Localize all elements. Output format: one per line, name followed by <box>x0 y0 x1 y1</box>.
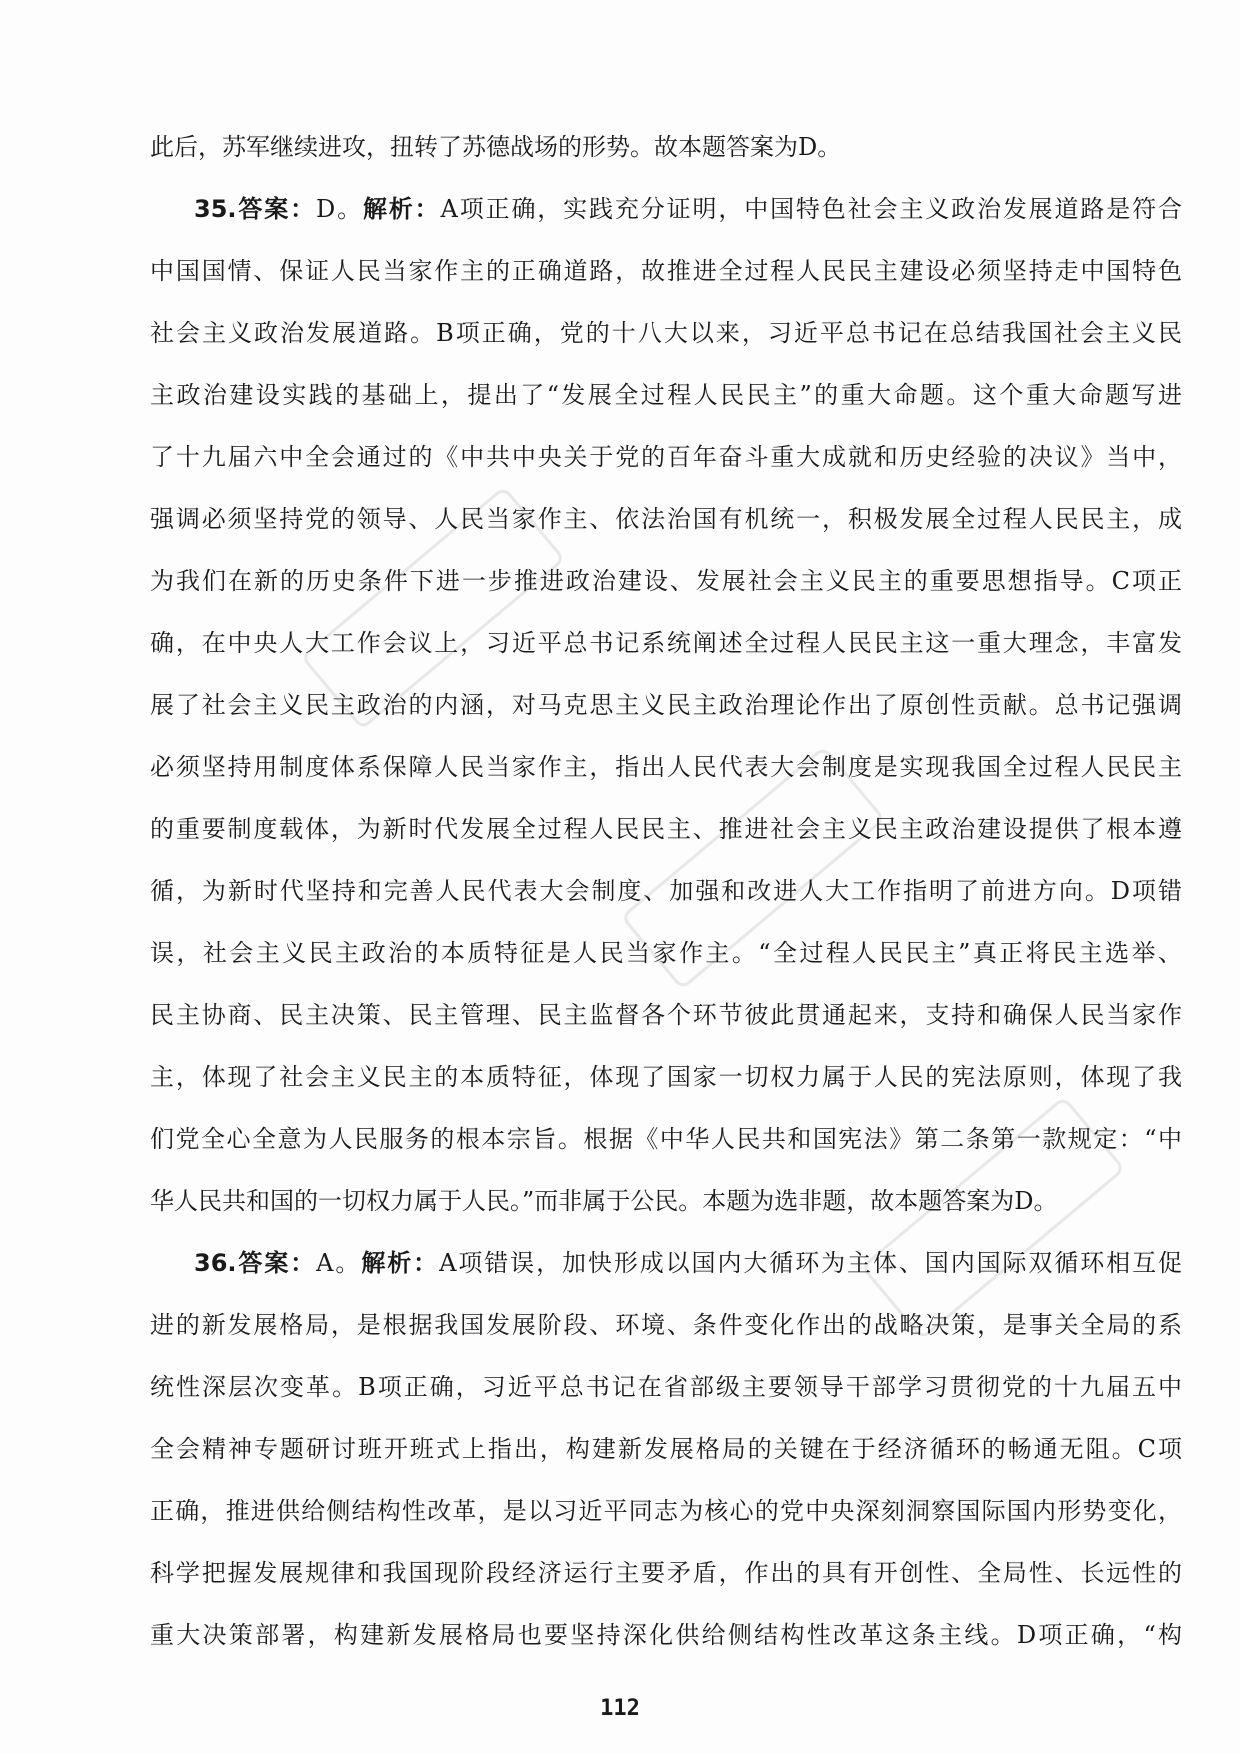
text-line: 的重要制度载体，为新时代发展全过程人民民主、推进社会主义民主政治建设提供了根本遵 <box>150 815 1182 843</box>
text-line: 强调必须坚持党的领导、人民当家作主、依法治国有机统一，积极发展全过程人民民主，成 <box>150 505 1182 533</box>
text-line: 中国国情、保证人民当家作主的正确道路，故推进全过程人民民主建设必须坚持走中国特色 <box>150 257 1182 285</box>
text-line: 正确，推进供给侧结构性改革，是以习近平同志为核心的党中央深刻洞察国际国内形势变化， <box>150 1497 1182 1525</box>
text-line: 华人民共和国的一切权力属于人民。”而非属于公民。本题为选非题，故本题答案为D。 <box>150 1187 1058 1215</box>
text-line: 循，为新时代坚持和完善人民代表大会制度、加强和改进人大工作指明了前进方向。D项错 <box>150 877 1182 905</box>
text-line: 重大决策部署，构建新发展格局也要坚持深化供给侧结构性改革这条主线。D项正确，“构 <box>150 1621 1182 1649</box>
question-35-first-line <box>150 186 1182 248</box>
question-36 <box>150 1240 1182 1674</box>
carryover-line: 此后，苏军继续进攻，扭转了苏德战场的形势。故本题答案为D。 <box>150 133 842 161</box>
text-line: 为我们在新的历史条件下进一步推进政治建设、发展社会主义民主的重要思想指导。C项正 <box>150 567 1182 595</box>
text-line: 进的新发展格局，是根据我国发展阶段、环境、条件变化作出的战略决策，是事关全局的系 <box>150 1311 1182 1339</box>
analysis-text: A项错误，加快形成以国内大循环为主体、国内国际双循环相互促 <box>439 1249 1182 1277</box>
analysis-label: 解析： <box>361 1249 440 1277</box>
text-line: 主政治建设实践的基础上，提出了“发展全过程人民民主”的重大命题。这个重大命题写进 <box>150 381 1182 409</box>
text-line: 民主协商、民主决策、民主管理、民主监督各个环节彼此贯通起来，支持和确保人民当家作 <box>150 1001 1182 1029</box>
answer-value: D。 <box>315 195 363 223</box>
text-line: 误，社会主义民主政治的本质特征是人民当家作主。“全过程人民民主”真正将民主选举、 <box>150 939 1182 967</box>
page-number: 112 <box>600 1696 640 1721</box>
text-line: 们党全心全意为人民服务的根本宗旨。根据《中华人民共和国宪法》第二条第一款规定：“中 <box>150 1125 1182 1153</box>
text-line: 全会精神专题研讨班开班式上指出，构建新发展格局的关键在于经济循环的畅通无阻。C项 <box>150 1435 1182 1463</box>
document-body <box>150 124 1182 1674</box>
question-36-first-line <box>150 1240 1182 1302</box>
text-line: 了十九届六中全会通过的《中共中央关于党的百年奋斗重大成就和历史经验的决议》当中， <box>150 443 1182 471</box>
text-line: 统性深层次变革。B项正确，习近平总书记在省部级主要领导干部学习贯彻党的十九届五中 <box>150 1373 1182 1401</box>
answer-label: 35.答案： <box>194 195 316 223</box>
text-line: 必须坚持用制度体系保障人民当家作主，指出人民代表大会制度是实现我国全过程人民民主 <box>150 753 1182 781</box>
text-line: 主，体现了社会主义民主的本质特征，体现了国家一切权力属于人民的宪法原则，体现了我 <box>150 1063 1182 1091</box>
answer-value: A。 <box>316 1249 362 1277</box>
analysis-label: 解析： <box>362 195 441 223</box>
text-line: 科学把握发展规律和我国现阶段经济运行主要矛盾，作出的具有开创性、全局性、长远性的 <box>150 1559 1182 1587</box>
analysis-text: A项正确，实践充分证明，中国特色社会主义政治发展道路是符合 <box>440 195 1182 223</box>
text-line: 展了社会主义民主政治的内涵，对马克思主义民主政治理论作出了原创性贡献。总书记强调 <box>150 691 1182 719</box>
text-line: 确，在中央人大工作会议上，习近平总书记系统阐述全过程人民民主这一重大理念，丰富发 <box>150 629 1182 657</box>
question-35 <box>150 186 1182 1240</box>
text-line: 社会主义政治发展道路。B项正确，党的十八大以来，习近平总书记在总结我国社会主义民 <box>150 319 1182 347</box>
answer-label: 36.答案： <box>194 1249 317 1277</box>
